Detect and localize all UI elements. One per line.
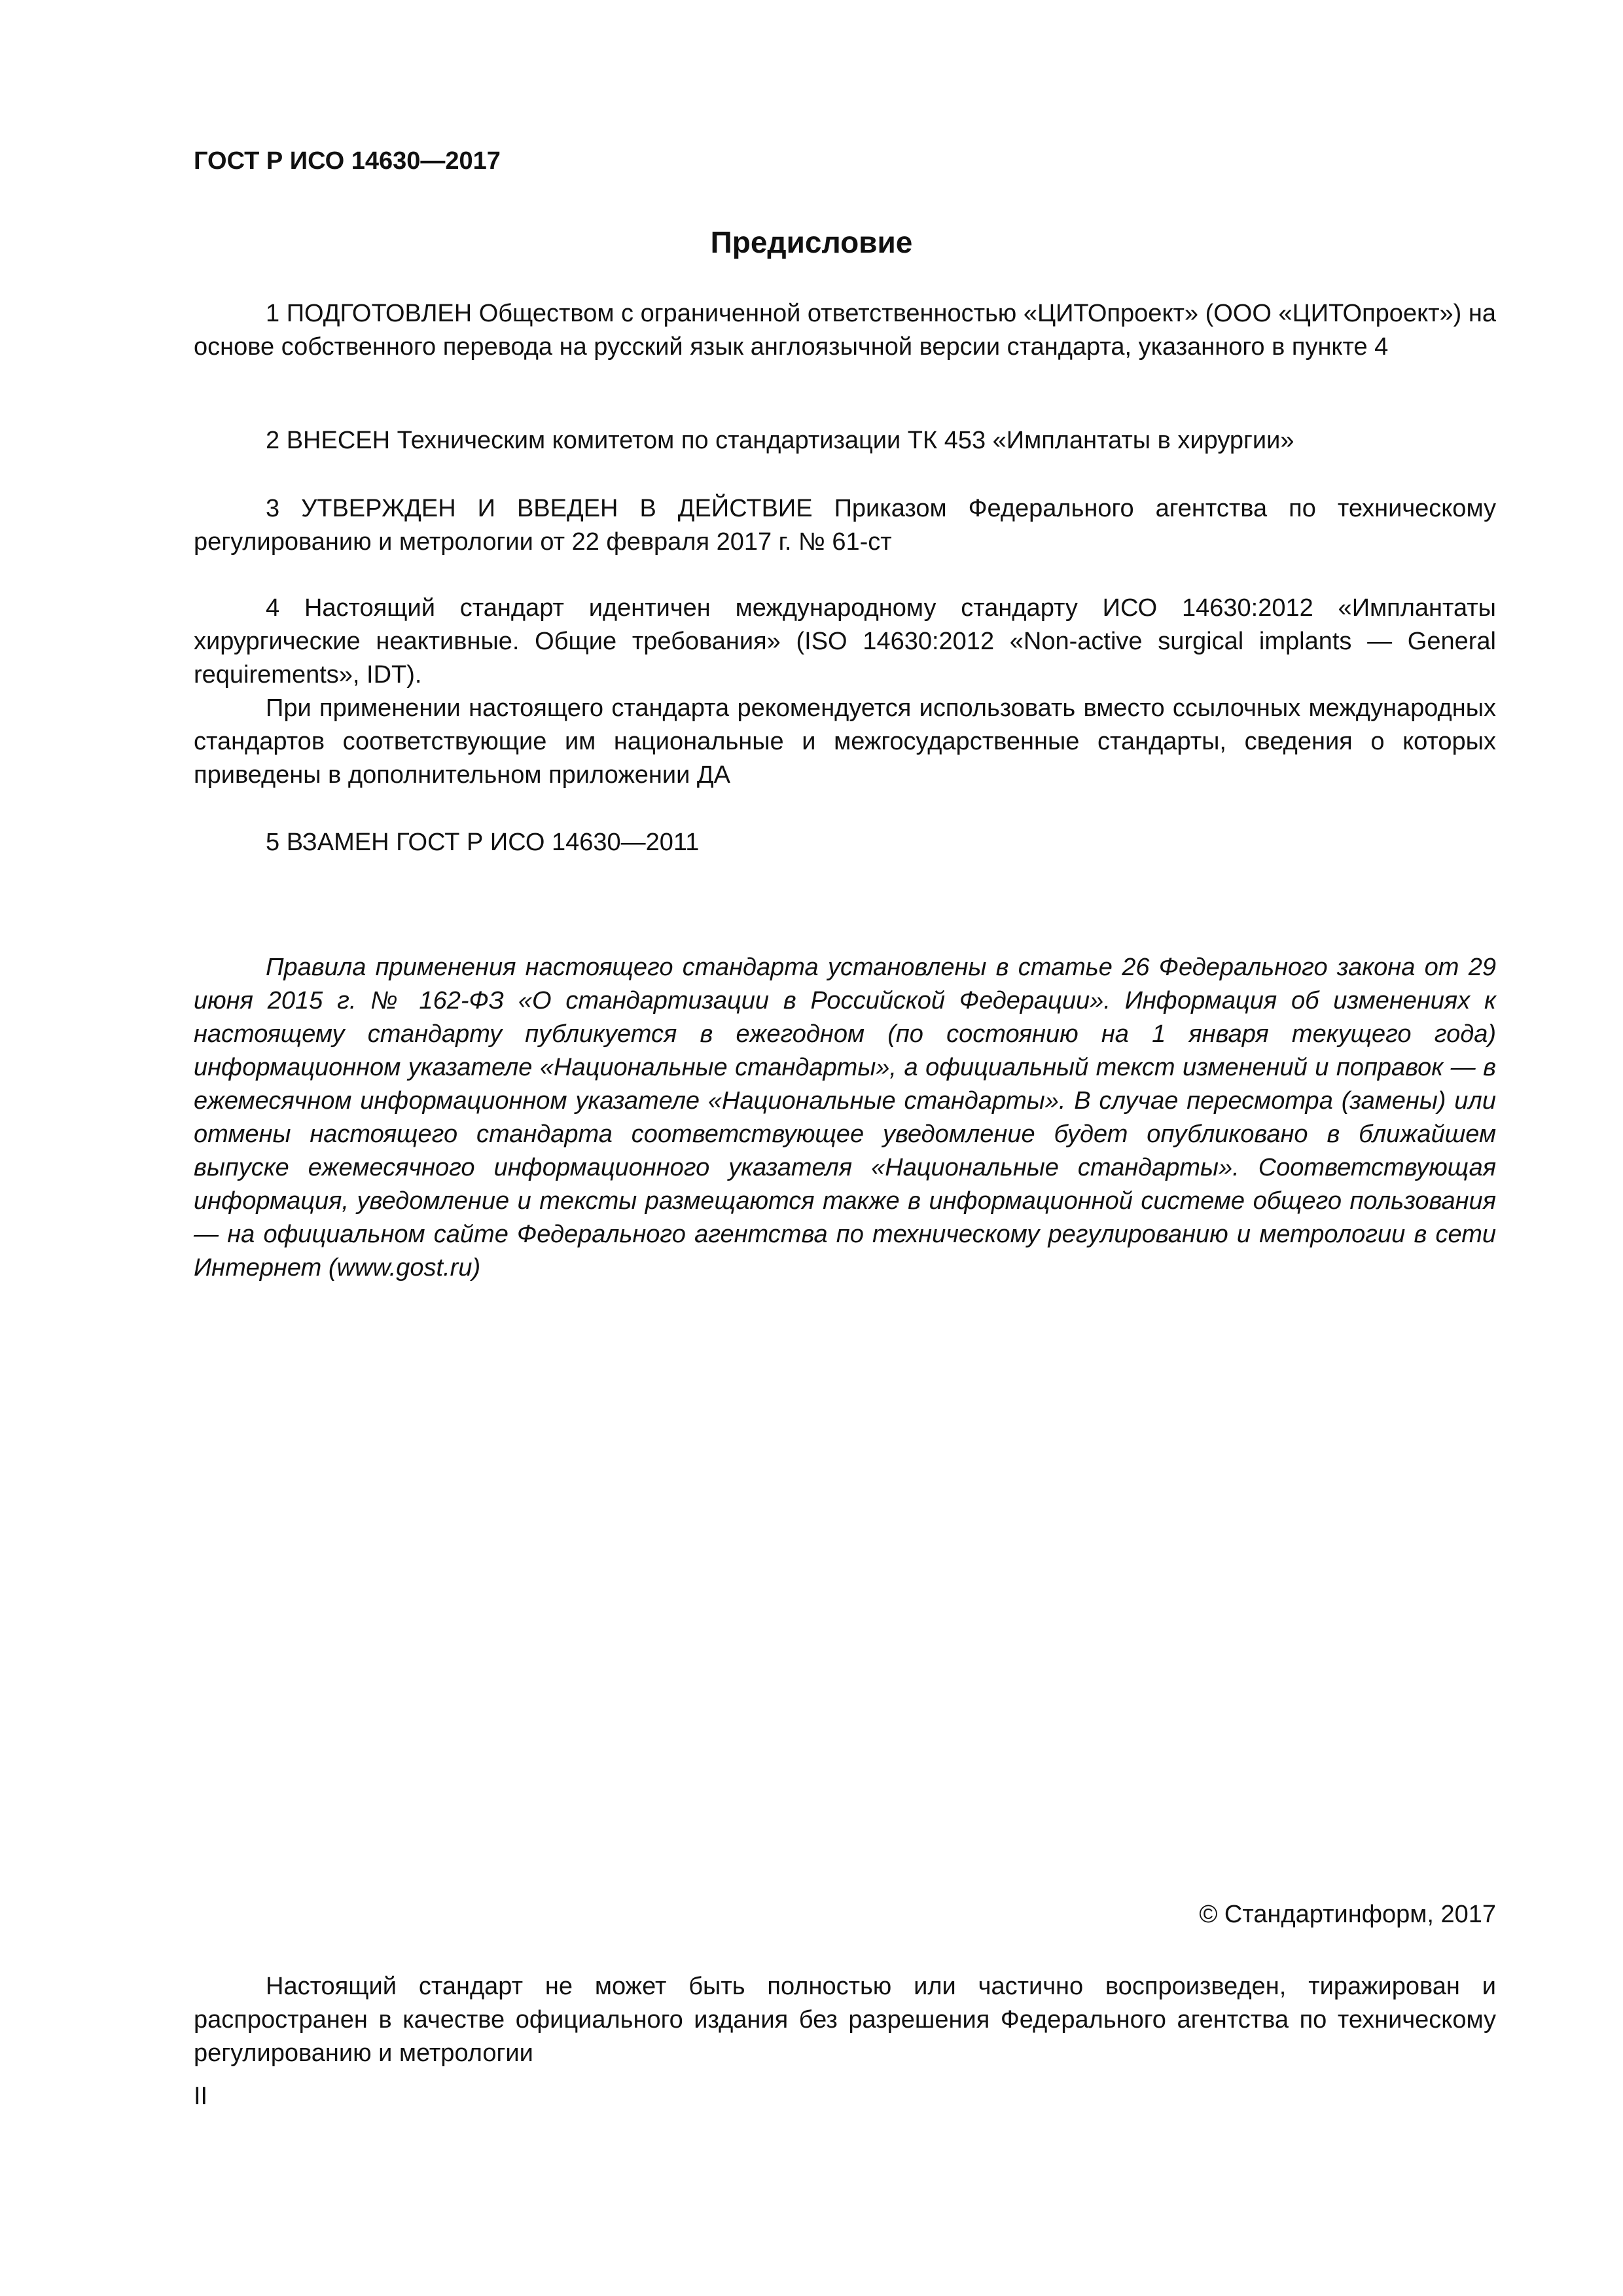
- preface-item-4: 4 Настоящий стандарт идентичен международному стандарту ИСО 14630:2012 «Имплантаты хирургические неактивные. Общие требования» (ISO 14630:2012 «Non-active surgical implants — General requirements», IDT).: [194, 594, 1496, 689]
- preface-item-1: 1 ПОДГОТОВЛЕН Обществом с ограниченной ответственностью «ЦИТОпроект» (ООО «ЦИТОпроект») на основе собственного перевода на русский язык англоязычной версии стандарта, указанного в пункте 4: [194, 300, 1496, 361]
- preface-item-3: 3 УТВЕРЖДЕН И ВВЕДЕН В ДЕЙСТВИЕ Приказом Федерального агентства по техническому регулированию и метрологии от 22 февраля 2017 г. № 61-ст: [194, 495, 1496, 556]
- copyright-notice: © Стандартинформ, 2017: [1199, 1901, 1496, 1928]
- preface-item-4-note: При применении настоящего стандарта рекомендуется использовать вместо ссылочных международных стандартов соответствующие им национальные и межгосударственные стандарты, сведения о которых приведены в дополнительном приложении ДА: [194, 694, 1496, 789]
- page-number: II: [194, 2083, 208, 2110]
- document-code: ГОСТ Р ИСО 14630—2017: [194, 147, 501, 175]
- reproduction-notice: Настоящий стандарт не может быть полностью или частично воспроизведен, тиражирован и распространен в качестве официального издания без разрешения Федерального агентства по техническому регулированию и метрологии: [194, 1973, 1496, 2067]
- preface-item-2: 2 ВНЕСЕН Техническим комитетом по стандартизации ТК 453 «Имплантаты в хирургии»: [266, 427, 1294, 454]
- preface-item-5: 5 ВЗАМЕН ГОСТ Р ИСО 14630—2011: [266, 829, 700, 856]
- rules-of-application-text: Правила применения настоящего стандарта установлены в статье 26 Федерального закона от 29 июня 2015 г. № 162-ФЗ «О стандартизации в Российской Федерации». Информация об изменениях к настоящему стандарту публикуется в ежегодном (по состоянию на 1 января текущего года) информационном указателе «Национальные стандарты», а официальный текст изменений и поправок — в ежемесячном информационном указателе «Национальные стандарты». В случае пересмотра (замены) или отмены настоящего стандарта соответствующее уведомление будет опубликовано в ближайшем выпуске ежемесячного информационного указателя «Национальные стандарты». Соответствующая информация, уведомление и тексты размещаются также в информационной системе общего пользования — на официальном сайте Федерального агентства по техническому регулированию и метрологии в сети Интернет (www.gost.ru): [194, 954, 1496, 1282]
- page-title: Предисловие: [710, 225, 913, 259]
